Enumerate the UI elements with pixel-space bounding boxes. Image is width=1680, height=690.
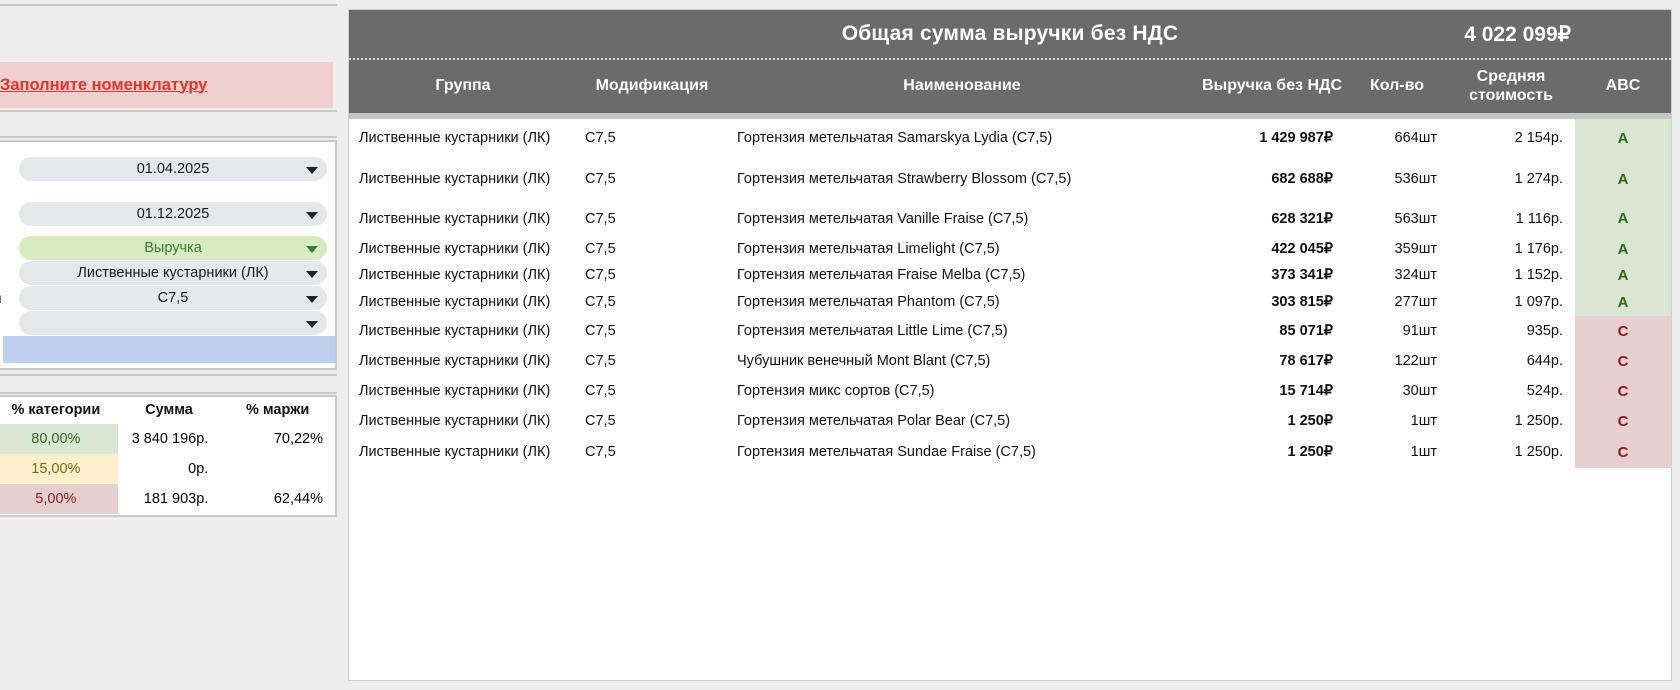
extra-dropdown[interactable] <box>19 311 327 335</box>
table-cell-revenue: 628 321₽ <box>1271 210 1333 227</box>
table-cell-average-cost: 1 097р. <box>1514 294 1563 310</box>
table-cell-quantity: 664шт <box>1394 130 1437 146</box>
column-header-quantity[interactable]: Кол-во <box>1369 77 1425 95</box>
table-row[interactable] <box>349 157 1671 201</box>
table-cell-revenue: 78 617₽ <box>1279 353 1333 369</box>
table-cell-average-cost: 1 152р. <box>1514 267 1563 283</box>
revenue-report-panel <box>348 9 1672 681</box>
table-cell-abc: A <box>1575 288 1671 316</box>
chevron-down-icon <box>306 212 318 219</box>
table-cell-modification: C7,5 <box>585 294 616 310</box>
table-cell-quantity: 324шт <box>1394 267 1437 283</box>
table-cell-group: Лиственные кустарники (ЛК) <box>359 210 551 227</box>
summary-col-pct-margin: % маржи <box>220 397 335 424</box>
panel-gap <box>337 0 348 690</box>
column-header-revenue[interactable]: Выручка без НДС <box>1201 77 1342 95</box>
date-to-dropdown[interactable] <box>19 202 327 226</box>
table-cell-name: Гортензия метельчатая Sundae Fraise (C7,5) <box>737 444 1036 460</box>
summary-row <box>0 424 335 454</box>
group-value: Лиственные кустарники (ЛК) <box>77 265 269 281</box>
table-header-row <box>349 60 1671 113</box>
table-cell-modification: C7,5 <box>585 383 616 399</box>
table-cell-revenue: 85 071₽ <box>1279 323 1333 339</box>
summary-pct-category: 5,00% <box>0 484 118 514</box>
table-cell-quantity: 1шт <box>1410 444 1437 460</box>
table-row[interactable] <box>349 236 1671 262</box>
table-cell-name: Гортензия метельчатая Polar Bear (C7,5) <box>737 413 1011 429</box>
table-cell-name: Гортензия метельчатая Strawberry Blossom (C7,5) <box>737 171 1072 187</box>
table-cell-abc: A <box>1575 157 1671 201</box>
table-row[interactable] <box>349 376 1671 406</box>
summary-col-sum: Сумма <box>118 397 221 424</box>
table-cell-revenue: 15 714₽ <box>1279 383 1333 399</box>
group-dropdown[interactable] <box>19 261 327 285</box>
summary-sum: 0р. <box>188 461 209 477</box>
summary-pct-margin: 62,44% <box>273 491 323 507</box>
table-row[interactable] <box>349 262 1671 288</box>
divider-above-filters <box>0 136 337 138</box>
divider-under-warning <box>0 110 337 112</box>
metric-dropdown[interactable] <box>19 236 327 260</box>
table-cell-revenue: 1 250₽ <box>1287 413 1333 429</box>
table-cell-modification: C7,5 <box>585 323 616 339</box>
table-cell-abc: A <box>1575 201 1671 236</box>
table-cell-average-cost: 2 154р. <box>1514 130 1563 146</box>
table-row[interactable] <box>349 406 1671 436</box>
table-cell-modification: C7,5 <box>585 130 616 146</box>
table-cell-average-cost: 644р. <box>1526 353 1563 369</box>
modification-value: C7,5 <box>157 290 189 306</box>
date-from-value: 01.04.2025 <box>136 161 210 177</box>
table-cell-abc: C <box>1575 436 1671 468</box>
table-cell-name: Гортензия метельчатая Limelight (C7,5) <box>737 241 1000 257</box>
table-cell-name: Гортензия метельчатая Fraise Melba (C7,5) <box>737 267 1026 283</box>
table-cell-revenue: 422 045₽ <box>1271 241 1333 257</box>
modification-dropdown[interactable] <box>19 286 327 310</box>
date-from-dropdown[interactable] <box>19 157 327 181</box>
warning-banner <box>0 62 333 108</box>
divider-above-summary <box>0 392 337 394</box>
table-cell-group: Лиственные кустарники (ЛК) <box>359 323 551 339</box>
table-row[interactable] <box>349 119 1671 157</box>
left-sidebar <box>0 0 337 690</box>
table-cell-group: Лиственные кустарники (ЛК) <box>359 241 551 257</box>
table-cell-name: Гортензия метельчатая Little Lime (C7,5) <box>737 323 1008 339</box>
column-header-group[interactable]: Группа <box>435 77 491 95</box>
table-cell-quantity: 277шт <box>1394 294 1437 310</box>
table-cell-modification: C7,5 <box>585 413 616 429</box>
table-cell-average-cost: 935р. <box>1526 323 1563 339</box>
table-cell-revenue: 303 815₽ <box>1271 294 1333 310</box>
table-cell-modification: C7,5 <box>585 444 616 460</box>
table-cell-name: Гортензия метельчатая Vanille Fraise (C7,5) <box>737 210 1029 227</box>
summary-pct-category: 80,00% <box>0 424 118 454</box>
chevron-down-icon <box>306 296 318 303</box>
table-cell-abc: C <box>1575 406 1671 436</box>
column-header-average-cost[interactable]: Средняя стоимость <box>1469 68 1553 104</box>
total-revenue-value: 4 022 099₽ <box>1464 22 1571 46</box>
table-cell-average-cost: 1 250р. <box>1514 413 1563 429</box>
chevron-down-icon <box>306 271 318 278</box>
table-row[interactable] <box>349 201 1671 236</box>
table-cell-average-cost: 1 250р. <box>1514 444 1563 460</box>
table-cell-name: Чубушник венечный Mont Blant (C7,5) <box>737 353 991 369</box>
summary-body <box>0 424 335 514</box>
table-cell-average-cost: 524р. <box>1526 383 1563 399</box>
table-cell-quantity: 536шт <box>1394 171 1437 187</box>
report-title-bar <box>349 10 1671 58</box>
table-row[interactable] <box>349 316 1671 346</box>
date-to-value: 01.12.2025 <box>136 206 210 222</box>
table-cell-group: Лиственные кустарники (ЛК) <box>359 444 551 460</box>
table-cell-abc: A <box>1575 236 1671 262</box>
summary-pct-margin: 70,22% <box>273 431 323 447</box>
chevron-down-icon <box>306 167 318 174</box>
category-summary-card <box>0 395 337 517</box>
table-cell-group: Лиственные кустарники (ЛК) <box>359 413 551 429</box>
table-cell-group: Лиственные кустарники (ЛК) <box>359 353 551 369</box>
summary-pct-category: 15,00% <box>0 454 118 484</box>
table-cell-group: Лиственные кустарники (ЛК) <box>359 267 551 283</box>
table-cell-revenue: 1 250₽ <box>1287 444 1333 460</box>
filter-cut-label <box>0 290 2 306</box>
table-cell-average-cost: 1 176р. <box>1514 241 1563 257</box>
selection-highlight-bar[interactable] <box>3 336 335 363</box>
table-cell-abc: C <box>1575 376 1671 406</box>
table-body <box>349 119 1671 468</box>
metric-value: Выручка <box>144 240 202 256</box>
table-cell-group: Лиственные кустарники (ЛК) <box>359 294 551 310</box>
table-cell-modification: C7,5 <box>585 210 616 227</box>
table-cell-modification: C7,5 <box>585 241 616 257</box>
chevron-down-icon <box>306 246 318 253</box>
divider-below-filters <box>0 374 337 376</box>
table-row[interactable] <box>349 346 1671 376</box>
table-cell-revenue: 373 341₽ <box>1271 267 1333 283</box>
category-summary-table <box>0 397 335 514</box>
table-cell-modification: C7,5 <box>585 171 616 187</box>
table-cell-abc: C <box>1575 316 1671 346</box>
table-cell-abc: A <box>1575 262 1671 288</box>
summary-row <box>0 484 335 514</box>
summary-header-row <box>0 397 335 424</box>
table-cell-average-cost: 1 116р. <box>1515 210 1563 227</box>
table-cell-quantity: 30шт <box>1402 383 1437 399</box>
table-cell-name: Гортензия метельчатая Samarskya Lydia (C7,5) <box>737 130 1053 146</box>
table-cell-quantity: 122шт <box>1394 353 1437 369</box>
table-row[interactable] <box>349 436 1671 468</box>
chevron-down-icon <box>306 321 318 328</box>
summary-pct-margin <box>220 454 335 484</box>
table-cell-name: Гортензия метельчатая Phantom (C7,5) <box>737 294 1000 310</box>
table-cell-quantity: 91шт <box>1402 323 1437 339</box>
table-cell-quantity: 563шт <box>1394 210 1437 227</box>
column-header-name[interactable]: Наименование <box>903 77 1021 95</box>
table-cell-group: Лиственные кустарники (ЛК) <box>359 130 551 146</box>
table-cell-quantity: 1шт <box>1410 413 1437 429</box>
table-cell-modification: C7,5 <box>585 353 616 369</box>
table-cell-quantity: 359шт <box>1394 241 1437 257</box>
table-row[interactable] <box>349 288 1671 316</box>
table-cell-revenue: 1 429 987₽ <box>1259 130 1333 146</box>
page-title: Общая сумма выручки без НДС <box>841 22 1179 45</box>
table-cell-abc: C <box>1575 346 1671 376</box>
table-cell-group: Лиственные кустарники (ЛК) <box>359 383 551 399</box>
summary-col-pct-category: % категории <box>0 397 118 424</box>
fill-nomenclature-link[interactable]: Заполните номенклатуру <box>0 75 208 94</box>
table-cell-revenue: 682 688₽ <box>1271 171 1333 187</box>
summary-sum: 181 903р. <box>143 491 209 507</box>
table-cell-abc: A <box>1575 119 1671 157</box>
table-cell-modification: C7,5 <box>585 267 616 283</box>
table-cell-average-cost: 1 274р. <box>1514 171 1563 187</box>
table-cell-group: Лиственные кустарники (ЛК) <box>359 171 551 187</box>
divider-top <box>0 4 337 6</box>
summary-sum: 3 840 196р. <box>131 431 209 447</box>
table-cell-name: Гортензия микс сортов (C7,5) <box>737 383 935 399</box>
summary-row <box>0 454 335 484</box>
column-header-abc[interactable]: ABC <box>1605 77 1641 95</box>
column-header-modification[interactable]: Модификация <box>595 77 709 95</box>
filters-card <box>0 140 337 370</box>
